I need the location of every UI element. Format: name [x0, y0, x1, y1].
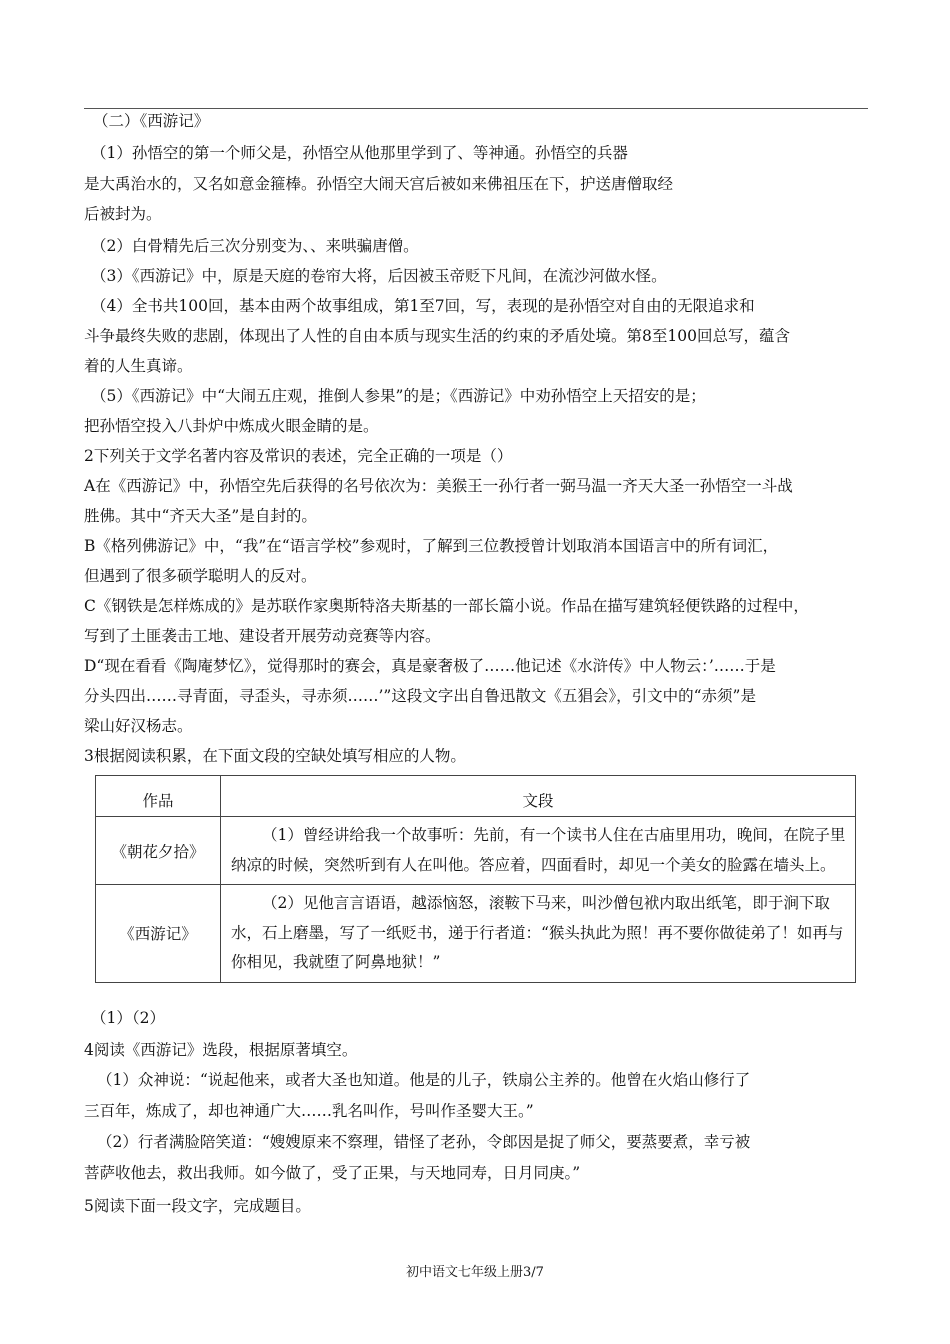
- sec2-title: （二）《西游记》: [93, 112, 210, 130]
- q1-line1: （1）孙悟空的第一个师父是，孙悟空从他那里学到了、等神通。孙悟空的兵器: [91, 144, 628, 162]
- optC-line1: C《钢铁是怎样炼成的》是苏联作家奥斯特洛夫斯基的一部长篇小说。作品在描写建筑轻便铁路的过程中，: [84, 597, 809, 615]
- q4-line2: 斗争最终失败的悲剧，体现出了人性的自由本质与现实生活的约束的矛盾处境。第8至100回总写，蕴含: [84, 327, 790, 345]
- item5-stem: 5阅读下面一段文字，完成题目。: [84, 1197, 311, 1215]
- item3-answer: （1）（2）: [91, 1009, 165, 1027]
- table-row: [96, 817, 856, 885]
- optD-line3: 梁山好汉杨志。: [84, 717, 193, 735]
- reading-table: [95, 775, 856, 983]
- table-header-work: 作品: [96, 776, 221, 817]
- table-cell-text: （2）见他言言语语，越添恼怒，滚鞍下马来，叫沙僧包袱内取出纸笔，即于涧下取水，石上磨墨，写了一纸贬书，递于行者道：“猴头执此为照！再不要你做徒弟了！如再与你相见，我就堕了阿鼻地狱！”: [221, 885, 856, 983]
- item4-p1-line2: 三百年，炼成了，却也神通广大……乳名叫作，号叫作圣婴大王。”: [84, 1102, 534, 1120]
- table-cell-text: （1）曾经讲给我一个故事听：先前，有一个读书人住在古庙里用功，晚间，在院子里纳凉的时候，突然听到有人在叫他。答应着，四面看时，却见一个美女的脸露在墙头上。: [221, 817, 856, 885]
- item2-stem: 2下列关于文学名著内容及常识的表述，完全正确的一项是（）: [84, 447, 513, 465]
- optB-line1: B《格列佛游记》中，“我”在“语言学校”参观时，了解到三位教授曾计划取消本国语言中的所有词汇，: [84, 537, 779, 555]
- item4-stem: 4阅读《西游记》选段，根据原著填空。: [84, 1041, 358, 1059]
- q5-line2: 把孙悟空投入八卦炉中炼成火眼金睛的是。: [84, 417, 379, 435]
- q4-line1: （4）全书共100回，基本由两个故事组成，第1至7回，写，表现的是孙悟空对自由的无限追求和: [91, 297, 755, 315]
- optC-line2: 写到了土匪袭击工地、建设者开展劳动竞赛等内容。: [84, 627, 441, 645]
- optD-line1: D“现在看看《陶庵梦忆》，觉得那时的赛会，真是豪奢极了……他记述《水浒传》中人物云：’……于是: [84, 657, 776, 675]
- optA-line1: A在《西游记》中，孙悟空先后获得的名号依次为：美猴王一孙行者一弼马温一齐天大圣一孙悟空一斗战: [84, 477, 793, 495]
- q2: （2）白骨精先后三次分别变为、、来哄骗唐僧。: [91, 237, 419, 255]
- table-header-row: [96, 776, 856, 817]
- q4-line3: 着的人生真谛。: [84, 357, 193, 375]
- q1-line2: 是大禹治水的，又名如意金箍棒。孙悟空大闹天宫后被如来佛祖压在下，护送唐僧取经: [84, 175, 674, 193]
- q3: （3）《西游记》中，原是天庭的卷帘大将，后因被玉帝贬下凡间，在流沙河做水怪。: [91, 267, 667, 285]
- optB-line2: 但遇到了很多硕学聪明人的反对。: [84, 567, 317, 585]
- item3-stem: 3根据阅读积累，在下面文段的空缺处填写相应的人物。: [84, 747, 466, 765]
- table-cell-work: 《朝花夕拾》: [96, 817, 221, 885]
- item4-p2-line1: （2）行者满脸陪笑道：“嫂嫂原来不察理，错怪了老孙，令郎因是捉了师父，要蒸要煮，幸亏被: [97, 1133, 751, 1151]
- table-row: [96, 885, 856, 983]
- header-rule: [84, 108, 868, 109]
- page-footer: 初中语文七年级上册3/7: [406, 1265, 544, 1280]
- q1-line3: 后被封为。: [84, 205, 162, 223]
- table-cell-work: 《西游记》: [96, 885, 221, 983]
- optA-line2: 胜佛。其中“齐天大圣”是自封的。: [84, 507, 317, 525]
- item4-p2-line2: 菩萨收他去，救出我师。如今做了，受了正果，与天地同寿，日月同庚。”: [84, 1164, 581, 1182]
- item4-p1-line1: （1）众神说：“说起他来，或者大圣也知道。他是的儿子，铁扇公主养的。他曾在火焰山修行了: [97, 1071, 751, 1089]
- table-header-text: 文段: [221, 776, 856, 817]
- q5-line1: （5）《西游记》中“大闹五庄观，推倒人参果”的是；《西游记》中劝孙悟空上天招安的是；: [91, 387, 706, 405]
- optD-line2: 分头四出……寻青面，寻歪头，寻赤须……’”这段文字出自鲁迅散文《五猖会》，引文中的“赤须”是: [84, 687, 756, 705]
